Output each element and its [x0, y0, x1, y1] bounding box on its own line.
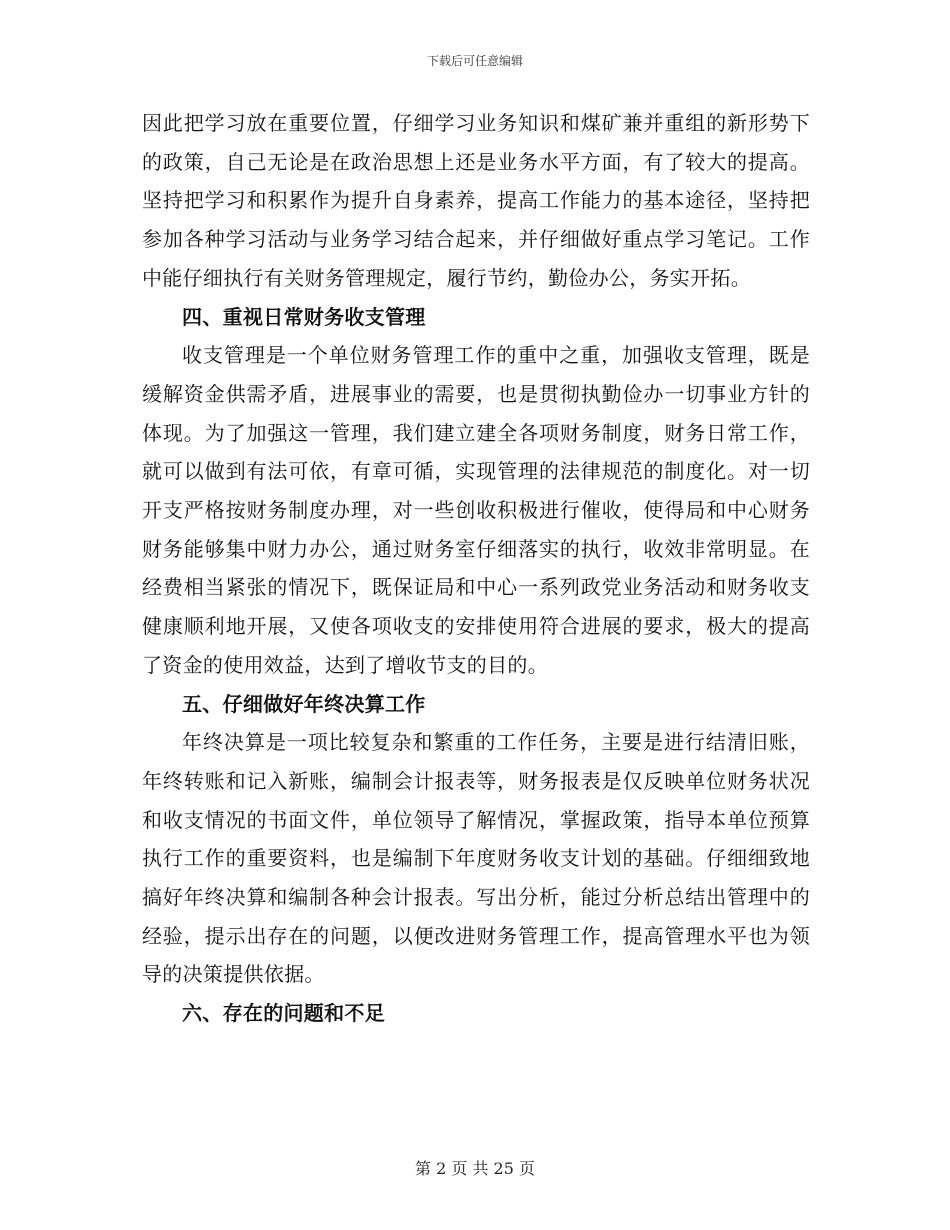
- body-paragraph-continued: 因此把学习放在重要位置，仔细学习业务知识和煤矿兼并重组的新形势下的政策，自己无论是在政治思想上还是业务水平方面，有了较大的提高。坚持把学习和积累作为提升自身素养，提高工作能力的基本途径，坚持把参加各种学习活动与业务学习结合起来，并仔细做好重点学习笔记。工作中能仔细执行有关财务管理规定，履行节约，勤俭办公，务实开拓。: [142, 111, 810, 290]
- section-heading-5: 五、仔细做好年终决算工作: [182, 691, 426, 716]
- section-heading-4: 四、重视日常财务收支管理: [182, 304, 426, 329]
- document-body: [142, 104, 810, 1033]
- section-heading-6: 六、存在的问题和不足: [182, 1001, 385, 1026]
- page-number-footer: 第 2 页 共 25 页: [415, 1159, 535, 1178]
- body-paragraph-income-expense: 收支管理是一个单位财务管理工作的重中之重，加强收支管理，既是缓解资金供需矛盾，进展事业的需要，也是贯彻执勤俭办一切事业方针的体现。为了加强这一管理，我们建立建全各项财务制度，财务日常工作，就可以做到有法可依，有章可循，实现管理的法律规范的制度化。对一切开支严格按财务制度办理，对一些创收积极进行催收，使得局和中心财务财务能够集中财力办公，通过财务室仔细落实的执行，收效非常明显。在经费相当紧张的情况下，既保证局和中心一系列政党业务活动和财务收支健康顺利地开展，又使各项收支的安排使用符合进展的要求，极大的提高了资金的使用效益，达到了增收节支的目的。: [142, 343, 810, 677]
- page-header-note: 下载后可任意编辑: [426, 54, 523, 68]
- body-paragraph-year-end-settlement: 年终决算是一项比较复杂和繁重的工作任务，主要是进行结清旧账，年终转账和记入新账，编制会计报表等，财务报表是仅反映单位财务状况和收支情况的书面文件，单位领导了解情况，掌握政策，指导本单位预算执行工作的重要资料，也是编制下年度财务收支计划的基础。仔细细致地搞好年终决算和编制各种会计报表。写出分析，能过分析总结出管理中的经验，提示出存在的问题，以便改进财务管理工作，提高管理水平也为领导的决策提供依据。: [142, 730, 810, 987]
